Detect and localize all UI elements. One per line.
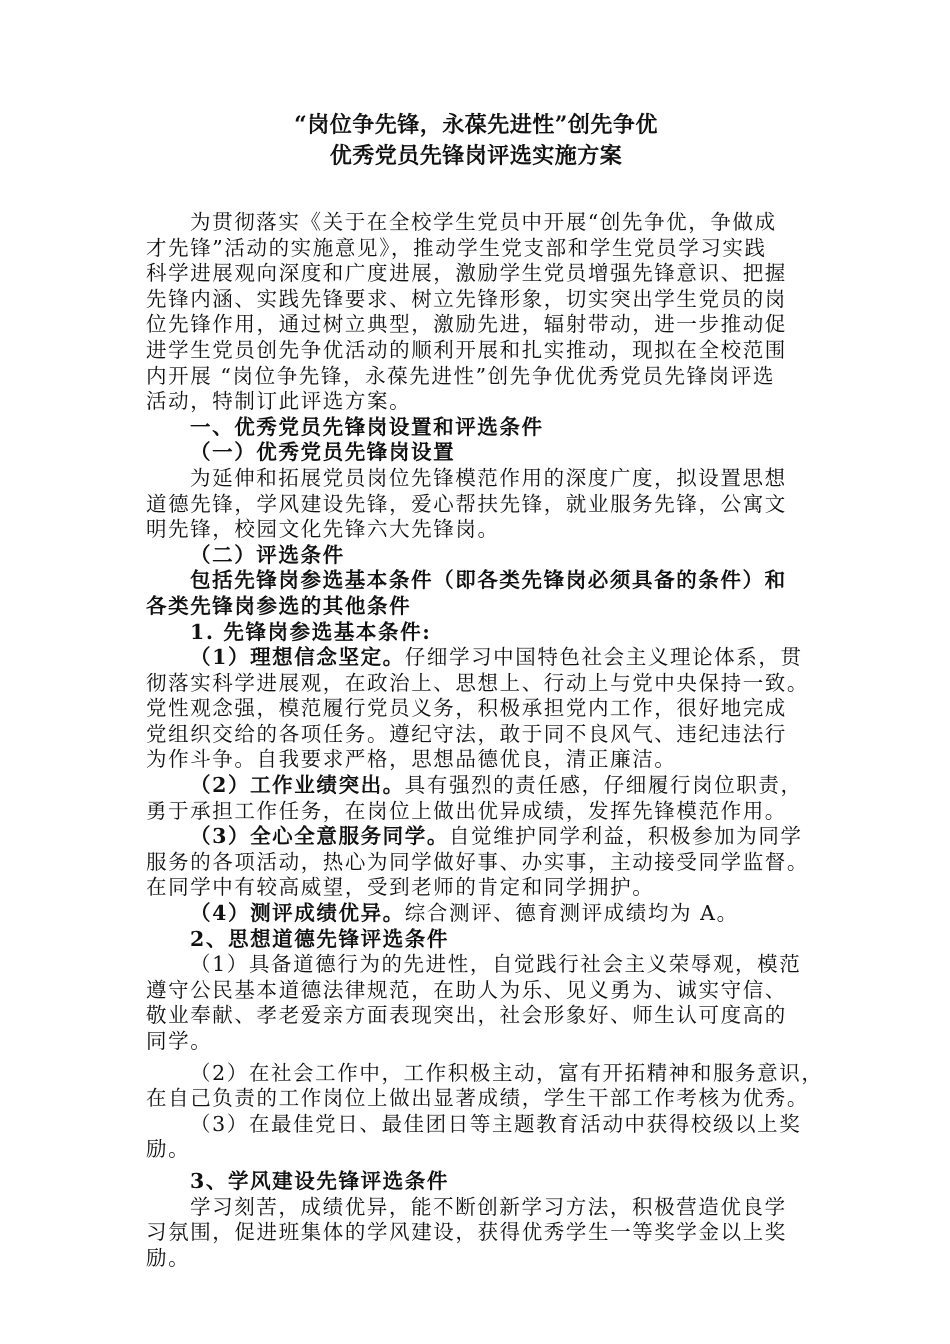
text-line: 同学。 bbox=[146, 1029, 213, 1053]
item-text: 具有强烈的责任感，仔细履行岗位职责， bbox=[404, 773, 803, 798]
text-line: 遵守公民基本道德法律规范，在助人为乐、见义勇为、诚实守信、 bbox=[146, 977, 787, 1002]
text-line: 服务的各项活动，热心为同学做好事、办实事，主动接受同学监督。 bbox=[146, 849, 809, 874]
text-line: 励。 bbox=[146, 1245, 191, 1270]
text-line: 各类先锋岗参选的其他条件 bbox=[146, 593, 412, 618]
text-line: （3）在最佳党日、最佳团日等主题教育活动中获得校级以上奖 bbox=[190, 1111, 802, 1136]
item-text: 自觉维护同学利益，积极参加为同学 bbox=[448, 824, 803, 849]
text-line: 彻落实科学进展观，在政治上、思想上、行动上与党中央保持一致。 bbox=[146, 670, 809, 695]
moral-condition-3 bbox=[146, 1112, 806, 1163]
item-label: （4）测评成绩优异。 bbox=[190, 901, 405, 926]
subsection-2-intro bbox=[146, 568, 806, 619]
text-line: 励。 bbox=[146, 1137, 191, 1162]
text-line: 为作斗争。自我要求严格，思想品德优良，清正廉洁。 bbox=[146, 747, 677, 772]
text-line: 才先锋”活动的实施意见》，推动学生党支部和学生党员学习实践 bbox=[146, 235, 767, 260]
subsection-heading-1: （一）优秀党员先锋岗设置 bbox=[190, 440, 456, 465]
moral-pioneer-heading: 2、思想道德先锋评选条件 bbox=[190, 926, 449, 951]
text-line: 学习刻苦，成绩优异，能不断创新学习方法，积极营造优良学 bbox=[190, 1194, 787, 1219]
text-line bbox=[146, 824, 806, 850]
moral-condition-2 bbox=[146, 1060, 824, 1112]
intro-paragraph bbox=[146, 210, 806, 415]
text-line: 勇于承担工作任务，在岗位上做出优异成绩，发挥先锋模范作用。 bbox=[146, 798, 787, 823]
text-line: 为延伸和拓展党员岗位先锋模范作用的深度广度，拟设置思想 bbox=[190, 465, 787, 490]
text-line: 在自己负责的工作岗位上做出显著成绩，学生干部工作考核为优秀。 bbox=[146, 1086, 809, 1111]
moral-condition-1 bbox=[146, 952, 806, 1054]
text-line: 先锋内涵、实践先锋要求、树立先锋形象，切实突出学生党员的岗 bbox=[146, 286, 787, 311]
item-label: （2）工作业绩突出。 bbox=[190, 773, 405, 798]
text-line: 党组织交给的各项任务。遵纪守法，敢于同不良风气、违纪违法行 bbox=[146, 721, 787, 746]
basic-condition-item-2 bbox=[146, 773, 806, 824]
text-line: 党性观念强，模范履行党员义务，积极承担党内工作，很好地完成 bbox=[146, 696, 787, 721]
title-block bbox=[146, 110, 806, 172]
subsection-heading-2: （二）评选条件 bbox=[190, 542, 345, 567]
item-label: （1）理想信念坚定。 bbox=[190, 645, 405, 670]
text-line: 道德先锋，学风建设先锋，爱心帮扶先锋，就业服务先锋，公寓文 bbox=[146, 491, 787, 516]
basic-condition-item-4 bbox=[146, 901, 806, 927]
text-line: 活动，特制订此评选方案。 bbox=[146, 389, 412, 414]
text-line: 进学生党员创先争优活动的顺利开展和扎实推动，现拟在全校范围 bbox=[146, 337, 787, 362]
item-text: 综合测评、德育测评成绩均为 A。 bbox=[404, 901, 739, 926]
text-line bbox=[146, 901, 806, 927]
text-line: 为贯彻落实《关于在全校学生党员中开展“创先争优，争做成 bbox=[190, 210, 777, 234]
document-title-line-1: “岗位争先锋，永葆先进性”创先争优 bbox=[294, 112, 658, 138]
subsection-1-paragraph bbox=[146, 466, 806, 543]
text-line: （1）具备道德行为的先进性，自觉践行社会主义荣辱观，模范 bbox=[190, 952, 802, 977]
text-line bbox=[146, 773, 806, 799]
text-line: 内开展 “岗位争先锋，永葆先进性”创先争优优秀党员先锋岗评选 bbox=[146, 363, 775, 388]
item-label: （3）全心全意服务同学。 bbox=[190, 824, 449, 849]
document-title-line-2: 优秀党员先锋岗评选实施方案 bbox=[329, 143, 623, 169]
text-line: 科学进展观向深度和广度进展，激励学生党员增强先锋意识、把握 bbox=[146, 261, 787, 286]
text-line: 敬业奉献、孝老爱亲方面表现突出，社会形象好、师生认可度高的 bbox=[146, 1003, 787, 1028]
study-pioneer-heading: 3、学风建设先锋评选条件 bbox=[190, 1168, 449, 1193]
study-pioneer-paragraph bbox=[146, 1195, 806, 1272]
basic-condition-item-1 bbox=[146, 645, 809, 773]
basic-conditions-heading: 1. 先锋岗参选基本条件: bbox=[190, 619, 432, 644]
section-heading-1: 一、优秀党员先锋岗设置和评选条件 bbox=[190, 414, 544, 439]
basic-condition-item-3 bbox=[146, 824, 809, 901]
text-line: 位先锋作用，通过树立典型，激励先进，辐射带动，进一步推动促 bbox=[146, 312, 787, 337]
text-line: 习氛围，促进班集体的学风建设，获得优秀学生一等奖学金以上奖 bbox=[146, 1220, 787, 1245]
text-line: 明先锋，校园文化先锋六大先锋岗。 bbox=[146, 517, 500, 542]
item-text: 仔细学习中国特色社会主义理论体系，贯 bbox=[404, 645, 803, 670]
text-line: （2）在社会工作中，工作积极主动，富有开拓精神和服务意识， bbox=[190, 1060, 824, 1085]
document-page bbox=[146, 110, 824, 1271]
text-line bbox=[146, 645, 806, 671]
text-line: 在同学中有较高威望，受到老师的肯定和同学拥护。 bbox=[146, 875, 655, 900]
text-line: 包括先锋岗参选基本条件（即各类先锋岗必须具备的条件）和 bbox=[190, 568, 787, 593]
